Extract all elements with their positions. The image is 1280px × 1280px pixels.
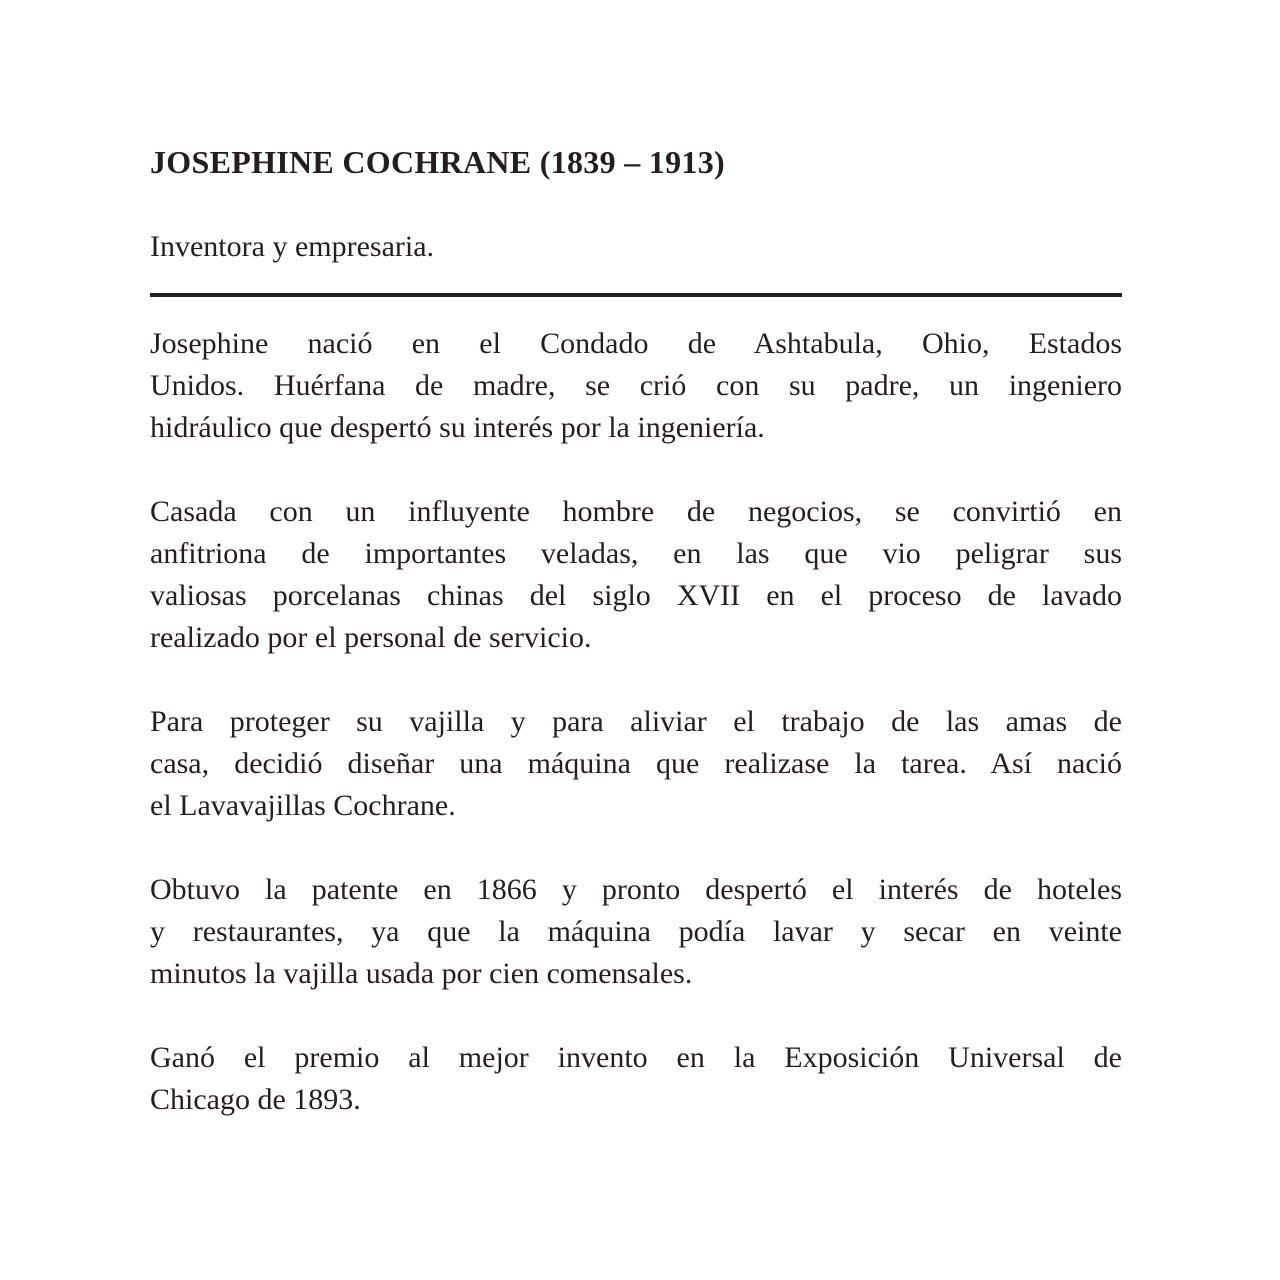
paragraph-line: Para proteger su vajilla y para aliviar el trabajo de las amas de xyxy=(150,705,1122,738)
paragraph-line: el Lavavajillas Cochrane. xyxy=(150,789,456,822)
document-page xyxy=(150,140,1122,1163)
paragraph-line: Obtuvo la patente en 1866 y pronto despertó el interés de hoteles xyxy=(150,873,1122,906)
paragraph-line: realizado por el personal de servicio. xyxy=(150,621,592,654)
paragraph xyxy=(150,869,1122,995)
paragraph-line: Ganó el premio al mejor invento en la Exposición Universal de xyxy=(150,1041,1122,1074)
page-title: JOSEPHINE COCHRANE (1839 – 1913) xyxy=(150,144,725,180)
paragraph-line: Josephine nació en el Condado de Ashtabula, Ohio, Estados xyxy=(150,327,1122,360)
paragraph xyxy=(150,1037,1122,1121)
paragraph-line: Casada con un influyente hombre de negocios, se convirtió en xyxy=(150,495,1122,528)
paragraph-line: Unidos. Huérfana de madre, se crió con su padre, un ingeniero xyxy=(150,369,1122,402)
paragraph xyxy=(150,491,1122,659)
subtitle: Inventora y empresaria. xyxy=(150,230,435,263)
paragraph-line: y restaurantes, ya que la máquina podía lavar y secar en veinte xyxy=(150,915,1122,948)
paragraph xyxy=(150,323,1122,449)
paragraph-line: anfitriona de importantes veladas, en las que vio peligrar sus xyxy=(150,537,1122,570)
paragraph-line: hidráulico que despertó su interés por la ingeniería. xyxy=(150,411,765,444)
paragraph-line: casa, decidió diseñar una máquina que realizase la tarea. Así nació xyxy=(150,747,1122,780)
divider xyxy=(150,293,1122,297)
paragraph xyxy=(150,701,1122,827)
paragraph-line: Chicago de 1893. xyxy=(150,1083,361,1116)
paragraph-line: minutos la vajilla usada por cien comensales. xyxy=(150,957,693,990)
body-text xyxy=(150,323,1122,1121)
paragraph-line: valiosas porcelanas chinas del siglo XVII en el proceso de lavado xyxy=(150,579,1122,612)
